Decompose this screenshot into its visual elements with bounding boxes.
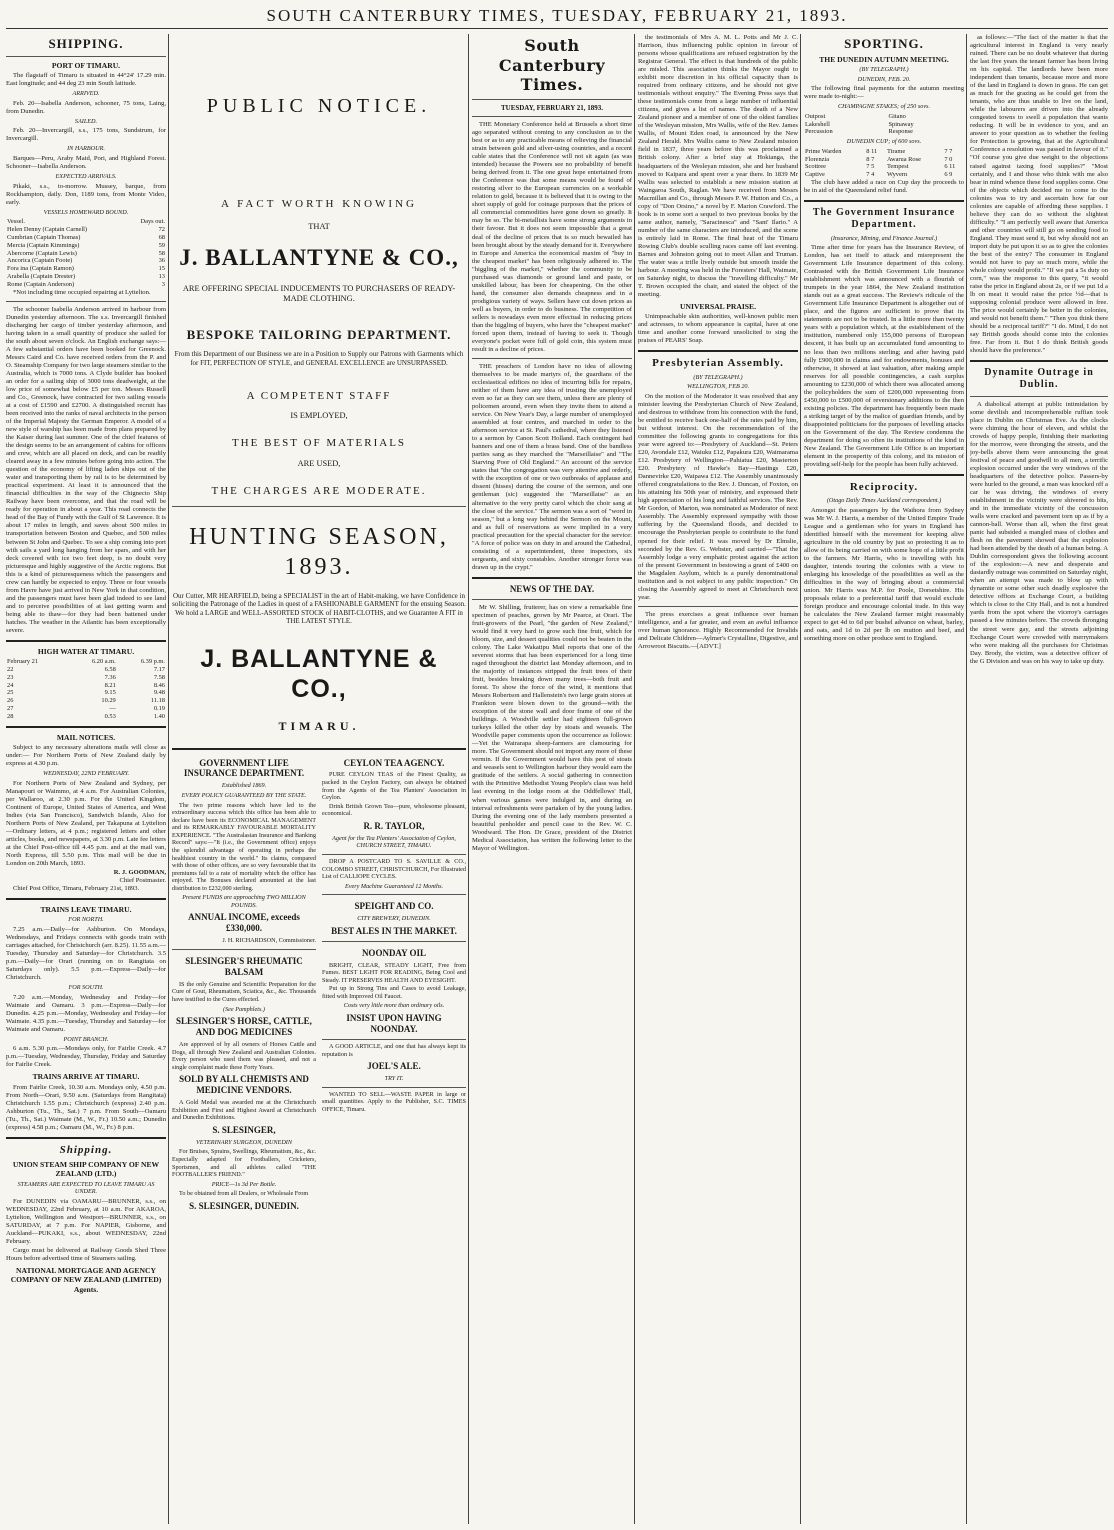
cup-note: The club have added a race on Cup day the proceeds to be in aid of the Queensland relief fund. bbox=[804, 179, 964, 195]
vessel-row-cell: Fora ina (Captain Ramon) bbox=[7, 265, 74, 273]
vessel-row-cell: 36 bbox=[158, 257, 165, 265]
competent-staff: A COMPETENT STAFF bbox=[246, 389, 392, 402]
high-water-table bbox=[6, 658, 166, 721]
gov-guarantee: EVERY POLICY GUARANTEED BY THE STATE. bbox=[181, 792, 307, 800]
cup-row-cell: Tirame bbox=[886, 147, 906, 155]
steam-heading: Shipping. bbox=[59, 1143, 113, 1156]
noonday-pack: Put up in Strong Tins and Cases to avoid Leakage, fitted with Improved Oil Faucet. bbox=[322, 985, 466, 1000]
cup-row-cell: Captive bbox=[805, 171, 825, 179]
mail-wed: WEDNESDAY, 22ND FEBRUARY. bbox=[42, 769, 130, 777]
champagne-row-cell: Outpost bbox=[805, 112, 826, 120]
champagne-row bbox=[804, 121, 964, 129]
column-sporting bbox=[804, 34, 964, 1524]
firm-name: J. BALLANTYNE & CO., bbox=[179, 245, 459, 271]
high-water-row-cell: 23 bbox=[7, 673, 14, 681]
nameplate: South Canterbury Times. bbox=[498, 36, 606, 95]
vessel-row-cell: Ancorica (Captain Foote) bbox=[7, 257, 73, 265]
steam-company: UNION STEAM SHIP COMPANY OF NEW ZEALAND (LTD.) bbox=[12, 1160, 160, 1179]
high-water-row bbox=[6, 705, 166, 713]
speight-sub: CITY BREWERY, DUNEDIN. bbox=[357, 915, 431, 923]
presby-heading: Presbyterian Assembly. bbox=[652, 357, 784, 370]
trains-point-text: 6 a.m. 5.30 p.m.—Mondays only, for Fairlie Creek. 4.7 p.m.—Tuesday, Wednesday, Thursday, Friday and Saturday for Fairlie Creek. bbox=[6, 1045, 166, 1069]
masthead: SOUTH CANTERBURY TIMES, TUESDAY, FEBRUARY 21, 1893. bbox=[266, 6, 848, 25]
box-divider bbox=[322, 941, 466, 945]
trains-point: POINT BRANCH. bbox=[63, 1035, 109, 1043]
joels-text: A GOOD ARTICLE, and one that has always kept its reputation is bbox=[322, 1042, 466, 1058]
dynamite-text: A diabolical attempt at public intimidation by some devilish and incomprehensible ruffian took place in Dublin on Christmas Eve. As the clocks were chiming the hour of eleven, and whilst the crowds of happy people, finishing their marketing for the morrow, were thronging the streets, and the joy-bells above them were announcing the great festival of peace and goodwill to all men, a terrific explosion occurred under the very windows of the headquarters of the detective police. Passers-by were hurled to the ground, a man was knocked off a car he was driving, the windows of every establishment in the vicinity were shivered to bits, and in the immediate vicinity of the concussion walls were cracked and pavement torn up as if by a cannon-ball. Worse than all, when the first great panic had subsided a mangled mass of clothes and flesh on the pavement showed that the explosion had been attended by the death of a human being. A Dublin correspondent gives the following account of the explosion:—A new and desperate and dastardly outrage was committed on Saturday night, when an attempt was made to blow up with dynamite or some other such deadly explosive the detective offices at Exchange Court, a building which is close to the City Hall, and is not a hundred yards from the spot where the viceroy's carriages passed a few minutes before. The crowds thronging the street were gay, and the streets adjoining Exchange Court were crowded with merrymakers who were making all the purchases for Christmas Day. Brody, the victim, was a detective officer of the G Division and was on his way to take up duty. bbox=[970, 400, 1108, 665]
port-heading: PORT OF TIMARU. bbox=[51, 60, 121, 70]
high-water-row-cell: 1.40 bbox=[153, 712, 165, 720]
cup-row-cell: Scottree bbox=[805, 163, 826, 171]
high-water-row-cell: — bbox=[109, 705, 116, 713]
notice-title: PUBLIC NOTICE. bbox=[206, 95, 432, 117]
vessel-row bbox=[6, 265, 166, 273]
obtain: To be obtained from all Dealers, or Wholesale From bbox=[179, 1190, 309, 1198]
column-advertisements bbox=[172, 34, 466, 1524]
divider bbox=[804, 200, 964, 202]
sporting-telegraph: (BY TELEGRAPH.) bbox=[859, 66, 909, 74]
divider bbox=[970, 396, 1108, 397]
noonday-text: BRIGHT, CLEAR, STEADY LIGHT, Free from Fumes. BEST LIGHT FOR READING, Being Cool and Steady. IT PRESERVES HEALTH AND EYESIGHT. bbox=[322, 961, 466, 984]
high-water-heading: HIGH WATER AT TIMARU. bbox=[37, 646, 135, 656]
vessel-row-cell: 68 bbox=[158, 233, 165, 241]
high-water-row-cell: 6.20 a.m. bbox=[91, 658, 116, 666]
shipping-heading: SHIPPING. bbox=[48, 36, 124, 51]
news-text: Mr W. Shilling, fruiterer, has on view a remarkable fine specimen of peaches, grown by Mr Pearce, at Orari. The fruit-growers of the Pearl, "the garden of New Zealand," would find it very hard to grow such fine fruit, which for bloom, size, and dessert qualities could not be beaten in the colony. The Lake Wakatipu Mail reports that one of the severest storms that has been experienced for a long time raged throughout the district last Monday afternoon, and in the majority of instances stripped the fruit trees of their fruit, besides breaking down many trees—both fruit and forest. To show the force of the wind, it mentions that Messrs Robertson and Hallenstein's two large grain stores at Frankton were blown down to the ground—with the exception of the stone wall and door frame of one of the buildings. A Woodville settler had eighteen full-grown turkeys killed the other day by stoats and weasels. The Woodville paper comments upon the occurrence as follows:—Yet the Wairarapa sheep-farmers are clamouring for more. The Government should not import any more of these vermin. If the Government would have this pest of stoats and weasels sent to Wellington harbour they would earn the gratitude of the settlers. A social gathering in connection with the Primitive Methodist Young People's class was held last evening in the lodge room at the Oddfellows' Hall, when various games were indulged in, and during an interval refreshments were partaken of by the young ladies. During the evening one of the lady members presented a beautiful penholder and pencil case to the Rev. W. C. Woodward. The Hon. Dr Grace, president of the District Medical Association, has written the following letter to the Mayor of Wellington. bbox=[472, 603, 632, 852]
mail-heading: MAIL NOTICES. bbox=[56, 732, 116, 742]
gov-insurance-sub: (Insurance, Mining, and Finance Journal.) bbox=[830, 234, 938, 242]
high-water-row-cell: 22 bbox=[7, 665, 14, 673]
pamphlets: (See Pamphlets.) bbox=[223, 1005, 265, 1013]
bespoke-heading: BESPOKE TAILORING DEPARTMENT. bbox=[186, 326, 452, 342]
vessel-row-cell: 59 bbox=[158, 241, 165, 249]
charges-moderate: THE CHARGES ARE MODERATE. bbox=[211, 484, 427, 497]
divider bbox=[6, 56, 166, 57]
high-water-row bbox=[6, 682, 166, 690]
vet-title: VETERINARY SURGEON, DUNEDIN bbox=[196, 1138, 292, 1146]
vessel-row-cell: 13 bbox=[158, 272, 165, 280]
taylor-text: Agent for the Tea Planters' Association of Ceylon, CHURCH STREET, TIMARU. bbox=[332, 834, 456, 850]
vessel-row-cell: 58 bbox=[158, 249, 165, 257]
trains-north: FOR NORTH. bbox=[68, 916, 104, 924]
vessel-row bbox=[6, 226, 166, 234]
shipping-story: The schooner Isabella Anderson arrived in harbour from Dunedin yesterday afternoon. The s.s. Invercargill finished discharging her cargo of timber yesterday afternoon, and having taken in a small quantity of produce she sailed for the south about seven o'clock. An English exchange says:—A few substantial orders have been booked for Greenock. Messrs Caird and Co. have received orders from the P. and O. Steamship Company for two large steamers similar to the Australia, which is 7000 tons. A Clyde builder has booked an order for a sailing ship of 3000 tons deadweight, at the low price of somewhat below £5 per ton. Messrs Russell and Co., Greenock, have contracted for two sailing vessels at a cost of £1590 and £2700. A distinguished recruit has been received into the ranks of naval architects in the person of the Imperial Majesty the German Emperor. A model of a new style of warship has been made from plans prepared by the Kaiser during last summer. One of the chief features of the design seems to be an arrangement of cabins for officers and crew, which are all placed on deck, and can be readily cleared away in a few minutes before going into action. The question of the economy of lifting laden ships out of the water and transporting them by rail is to be determined by practical experiment. At least it is announced that the financial difficulties in the way of the Chignecto Ship Railway have been overcome, and that the road will be ready for operation in about a year. This road connects the head of the Bay of Fundy with the Gulf of St Lawrence. It is about 17 miles in length, and saves about 500 miles in transportation between Boston and Quebec, and 500 miles between St John and Quebec. To see a ship coming into port with sails a yard long hanging from her spars, and with her deck covered with ice two feet deep, is no doubt very picturesque and highly suggestive of the Arctic regions. But this is a kind of picturesqueness which the passengers and crew can hardly be expected to enjoy. Three or four vessels from Havre have just arrived in New York in that condition, and the passengers must have been glad indeed to see land and to perceive possibilities of at last getting warm and being able to thaw—for they had been battened under hatches. The weather in the Atlantic has been exceptionally severe. bbox=[6, 305, 166, 634]
high-water-row bbox=[6, 689, 166, 697]
vet-name: S. SLESINGER, bbox=[212, 1124, 276, 1135]
firm-name-2: J. BALLANTYNE & CO., bbox=[200, 644, 438, 704]
arrived-text: Feb. 20—Isabella Anderson, schooner, 75 tons, Laing, from Dunedin. bbox=[6, 99, 166, 115]
high-water-row-cell: 0.19 bbox=[153, 705, 165, 713]
vessel-row-cell: 72 bbox=[158, 226, 165, 234]
cup-row-cell: 7 0 bbox=[944, 155, 953, 163]
divider bbox=[6, 301, 166, 302]
divider bbox=[638, 606, 798, 607]
cup-row-cell: 6 9 bbox=[944, 171, 953, 179]
news-continued: the testimonials of Mrs A. M. L. Potts and Mr J. C. Harrison, thus influencing public opinion in favour of persons whose qualifications are refused registration by the Registrar General. The effect is that hundreds of the public are misled. This association thinks the Mayor ought to exhibit more discretion in his official capacity than is required from ordinary citizens, and he should not give testimonials without enquiry." The Evening Press says that these testimonials come from a large number of influential citizens, and gives a list of names. The death of a New Zealand pioneer and a member of one of the oldest families of the Wesleyan mission, Mrs Wallis, wife of the Rev. James Wallis, of Mount Eden road, is announced by the New Zealand Herald. Mrs Wallis came to New Zealand mission field in 1837, three years before this was proclaimed a British colony. After a brief stay at Hokianga, the headquarters of the Wesleyan mission, she and her husband moved to Kaipara and spent over a year there. In 1839 Mr Wallis was selected to establish a new mission station at Waingaroa South, Raglan. We have received from Messrs Macmillan and Co., through Messrs P. W. Hutton and Co., a copy of "Don Orsino," a novel by F. Marion Crawford. The book is in some sort a sequel to two previous books by the same author, namely, "Saracinesca" and "Sant' Ilario." A number of the same characters are introduced, and the scene is entirely laid in Rome. The final heat of the Timaru Rowing Club's double sculling races came off last evening. Barnes and Johnston going out to meet Allan and Truman. The water was a trifle lively outside but smooth inside the harbour. A meeting was held in the Foresters' Hall, Waimate, on Saturday night, to discuss the "travelling difficulty." Mr T. Brown occupied the chair, and stated the object of the meeting. bbox=[638, 34, 798, 298]
sailed-text: Feb. 20—Invercargill, s.s., 175 tons, Sundstrum, for Invercargill. bbox=[6, 127, 166, 143]
high-water-row-cell: 27 bbox=[7, 705, 14, 713]
masthead-rule bbox=[6, 28, 1108, 29]
employed: IS EMPLOYED, bbox=[290, 410, 348, 420]
column-shipping bbox=[6, 34, 166, 1524]
vessels-table bbox=[6, 218, 166, 288]
champagne-row-cell: Lakeshell bbox=[805, 120, 830, 128]
medal-text: A Gold Medal was awarded me at the Christchurch Exhibition and First and Highest Award at Christchurch and Dunedin Exhibitions. bbox=[172, 1099, 316, 1122]
cup-row-cell: Wyvern bbox=[886, 171, 908, 179]
taylor-name: R. R. TAYLOR, bbox=[363, 820, 425, 831]
reciprocity-sub: (Otago Daily Times Auckland correspondent.) bbox=[826, 497, 942, 505]
town: TIMARU. bbox=[278, 718, 360, 733]
universal-heading: UNIVERSAL PRAISE. bbox=[680, 302, 756, 312]
that-line: THAT bbox=[308, 221, 330, 231]
gov-insurance-heading: The Government Insurance Department. bbox=[812, 207, 956, 231]
best-materials: THE BEST OF MATERIALS bbox=[231, 437, 407, 450]
gov-commissioner: J. H. RICHARDSON, Commissioner. bbox=[222, 937, 316, 945]
cup-row-cell: Prime Warden bbox=[805, 147, 842, 155]
vessel-row-cell: Arabella (Captain Drester) bbox=[7, 272, 76, 280]
trains-south: FOR SOUTH. bbox=[68, 984, 104, 992]
port-intro: The flagstaff of Timaru is situated in 44°24' 17.29 min. East longitude; and 44 deg 23 min South latitude. bbox=[6, 72, 166, 88]
high-water-row bbox=[6, 658, 166, 666]
high-water-row-cell: 8.46 bbox=[153, 681, 165, 689]
used: ARE USED, bbox=[297, 458, 341, 468]
vet-foot: S. SLESINGER, DUNEDIN. bbox=[189, 1200, 299, 1211]
in-harbour-text: Barques—Peru, Araby Maid, Pori, and Highland Forest. Schooner—Isabella Anderson. bbox=[6, 154, 166, 171]
trains-north-text: 7.25 a.m.—Daily—for Ashburton. On Mondays, Wednesdays, and Fridays connects with goods train with carriages attached, for Christchurch (arr. 8.25). 11.55 a.m.—Tuesday, Thursday and Saturday—for Christchurch. 3.5 p.m.—Daily—for Orari (running on to Rangitata on Saturdays only). 5.5 p.m.—Express—Daily—for Christchurch. bbox=[6, 925, 166, 981]
press-text: The press exercises a great influence over human intelligence, and a far greater, and even an awful influence over human ignorance. Highly Recommended for Invalids and Delicate Children—Aylmer's Crystalline, Digestive, and Arrowroot Biscuits.—[ADVT.] bbox=[638, 610, 798, 650]
high-water-row-cell: February 21 bbox=[7, 658, 39, 666]
divider bbox=[472, 599, 632, 600]
high-water-row bbox=[6, 713, 166, 721]
in-harbour-heading: IN HARBOUR. bbox=[67, 145, 105, 153]
column-foreign bbox=[970, 34, 1108, 1524]
ad-right bbox=[322, 755, 466, 1215]
vessel-row bbox=[6, 257, 166, 265]
try-it: TRY IT. bbox=[384, 1075, 404, 1083]
reciprocity-continued: as follows:—"The fact of the matter is that the agricultural interest in England is very nearly ruined. There can be no doubt whatever that during the last five years the tenant farmer has been living on his capital. The landlords have been more independent than tenants, because more and more of the land in England is down in grass. He can get as much for the grazing as he could get from the tenants, who are thus unable to live on the land, while the labourers are driven into the already congested towns to swell a population that wants reducing. It will be in evidence to you, and an answer to your question as to whether the feeling for Protection is growing, that at the Agricultural Conference a resolution was passed in favour of it." "Of course you give due weight to the objections raised against taxing food supplies?" "Most certainly, and I and those who think with me also bear in mind whence these food supplies come. One of the objects which decided me to come to the colonies was to try and ascertain how far our colonies are capable of affording these supplies. I believe they can do so without the slightest difficulty." "I am perfectly well aware that America and other countries will still go on sending food to England. They must send it, but why should not an import duty be put upon it so as to give the colonies the best of the entry? The consumer in England would not have to pay so much more, while the whole colony would profit." "If we put a 5s duty on corn," was the response to this query, "it would raise the price in England about 2s, or if we put 1d a lb on meat it would raise the price ½d—that is supposing colonial produce were allowed in free. The price would certainly be better in the colonies, and would not benefit them." "Then you think there should be a reciprocal tariff?" "I do. Mind, I do not say British goods should come into the colonies free. Far from it. But I do think British goods should have the preference." bbox=[970, 34, 1108, 355]
trains-arrive-text: From Fairlie Creek, 10.30 a.m. Mondays only, 4.50 p.m. From North—Orari, 9.50 a.m. (Saturdays from Rangitata) Christchurch 1.55 p.m.; Christchurch (express) 2.40 p.m. Ashburton (Tu., Th., Sat.) 7 p.m. From South—Oamaru (Tu., Th., Sat.) Waimate (M., W., Fr.) 10.50 a.m.; Dunedin (express) 4.58 p.m.; Oamaru (M., W., Fr.) 8 p.m. bbox=[6, 1083, 166, 1131]
dynamite-heading: Dynamite Outrage in Dublin. bbox=[984, 367, 1094, 391]
high-water-row-cell: 9.48 bbox=[153, 689, 165, 697]
divider bbox=[172, 506, 466, 507]
champagne-table bbox=[804, 113, 964, 136]
dunedin-cup: DUNEDIN CUP; of 600 sovs. bbox=[846, 138, 922, 146]
slesinger-text: IS the only Genuine and Scientific Preparation for the Cure of Gout, Rheumatism, Sciatica, &c., &c. Thousands have testified to the Cures effected. bbox=[172, 980, 316, 1004]
divider bbox=[472, 358, 632, 359]
vessel-row bbox=[6, 281, 166, 289]
ad-split bbox=[172, 755, 466, 1215]
champagne-row-cell: Gitano bbox=[888, 112, 906, 120]
high-water-row-cell: 9.15 bbox=[104, 689, 116, 697]
joels: JOEL'S ALE. bbox=[367, 1061, 421, 1072]
cup-row-cell: 7 5 bbox=[866, 163, 875, 171]
high-water-row-cell: 11.18 bbox=[150, 697, 165, 705]
box-divider bbox=[322, 894, 466, 898]
postmaster-name: R. J. GOODMAN, bbox=[113, 868, 166, 876]
vet-text: For Bruises, Sprains, Swellings, Rheumatism, &c., &c. Especially adapted for Footballers, Cricketers, Sportsmen, and all athletes called "THE FOOTBALLER'S FRIEND." bbox=[172, 1148, 316, 1179]
vessels-note: *Not including time occupied repairing at Lyttelton. bbox=[13, 288, 151, 296]
column-rule bbox=[634, 34, 635, 1524]
divider bbox=[6, 640, 166, 642]
high-water-row-cell: 6.39 p.m. bbox=[140, 658, 165, 666]
vessel-row bbox=[6, 250, 166, 258]
gov-est: Established 1869. bbox=[221, 782, 267, 790]
trains-south-text: 7.20 a.m.—Monday, Wednesday and Friday—for Waimate and Oamaru. 3 p.m.—Express—Daily—for Dunedin. 4.25 p.m.—Monday, Wednesday and Friday—for Waimate. 4.35 p.m.—Tuesday, Thursday and Saturday—for Waimate and Oamaru. bbox=[6, 993, 166, 1033]
bespoke-text: From this Department of our Business we are in a Position to Supply our Patrons with Garments which for FIT, PERFECTION OF STYLE, and GENERAL EXCELLENCE are UNSURPASSED. bbox=[174, 350, 464, 367]
sporting-dateline: DUNEDIN, FEB. 20. bbox=[857, 75, 911, 83]
champagne-stakes: CHAMPAGNE STAKES; of 250 sovs. bbox=[837, 103, 931, 111]
reciprocity-text: Amongst the passengers by the Waihora from Sydney was Mr W. J. Harris, a member of the United Empire Trade League and a gentleman who for years in England has identified himself with the movement for keeping alive agriculture in the old country by just so protecting it as to allow of its being carried on with some hope of a little profit to the farmers. Mr Harris, who is travelling with his daughter, intends touring the colonies with a view to enlarging his knowledge of the possibilities as well as the difficulties in the way of bringing about a commercial union. Mr Harris was M.P. for Poole, Dorsetshire. His proposals relate to a preferential tariff that would exclude foreign produce and encourage colonial trade. In this way he calculates the New Zealand farmer might reasonably expect to get 4d to 6d per bushel advance on wheat, barley, and oats, and 1d to 2d per lb on mutton and beef, and something more on other produce sent to England. bbox=[804, 506, 964, 643]
edition-date: TUESDAY, FEBRUARY 21, 1893. bbox=[500, 103, 604, 112]
vessel-col: Vessel. bbox=[7, 218, 25, 226]
cup-row-cell: 8 11 bbox=[866, 147, 878, 155]
agents: NATIONAL MORTGAGE AND AGENCY COMPANY OF NEW ZEALAND (LIMITED) Agents. bbox=[10, 1266, 162, 1294]
gov-insurance-text: Time after time for years has the Insurance Review, of London, has set itself to attack and misrepresent the Government Life Insurance department of this colony. Contrasted with the British Government Life Insurance establishment which was announced with a flourish of trumpets in the year 1864, the New Zealand institution stands out as a great success. The Review's ridicule of the Government Life Insurance Department is altogether out of place, and the figures are sufficient to prove that its statements are not to be trusted. In a little more than twenty years with a population which, at the establishment of the institution, numbered only 155,000 persons of European descent, it has built up an accumulated fund amounting to no less than two millions sterling; and after having paid fully £900,000 in claims and for endowments, bonuses and otherwise, it showed at last valuation, after making ample reserves for all possible contingencies, a cash surplus amounting to £230,000 of which there was allocated among the policyholders the sum of £200,000 representing from £450,000 to £500,000 of reversionary additions to the then existing policies. The department has frequently been made a striking target of by the malice of guardian friends, and by disappointed politicians for the purposes of levelling attacks on the Government of the day. The Review condemns the department for doing so often its institutions of the kind in New Zealand. The Government Life Office is an important element in the prosperity of this colony, and its mission of providing self-help for the people has been fully achieved. bbox=[804, 244, 964, 468]
vessel-row-cell: Abercorne (Captain Lewis) bbox=[7, 249, 77, 257]
reciprocity-heading: Reciprocity. bbox=[849, 480, 919, 493]
cup-row bbox=[804, 171, 964, 179]
high-water-row-cell: 10.29 bbox=[101, 697, 116, 705]
slesinger-heading: SLESINGER'S RHEUMATIC BALSAM bbox=[185, 955, 303, 977]
cup-row bbox=[804, 163, 964, 171]
postmaster-date: Chief Post Office, Timaru, February 21st, 1893. bbox=[13, 884, 140, 892]
high-water-row-cell: 0.53 bbox=[104, 712, 116, 720]
high-water-row-cell: 28 bbox=[7, 712, 14, 720]
presby-telegraph: (BY TELEGRAPH.) bbox=[693, 373, 743, 381]
vessel-row-cell: Rome (Captain Anderson) bbox=[7, 280, 75, 288]
vessel-row bbox=[6, 242, 166, 250]
divider bbox=[472, 577, 632, 579]
gov-heading: GOVERNMENT LIFE INSURANCE DEPARTMENT. bbox=[183, 757, 305, 779]
high-water-row bbox=[6, 697, 166, 705]
sporting-intro: The following final payments for the autumn meeting were made to-night:— bbox=[804, 85, 964, 101]
high-water-row-cell: 26 bbox=[7, 697, 14, 705]
sailed-heading: SAILED. bbox=[74, 117, 98, 125]
high-water-row bbox=[6, 674, 166, 682]
cup-table bbox=[804, 148, 964, 179]
offer-text: ARE OFFERING SPECIAL INDUCEMENTS TO PURCHASERS OF READY-MADE CLOTHING. bbox=[182, 284, 456, 304]
column-editorial bbox=[472, 34, 632, 1524]
savill-text: DROP A POSTCARD TO S. SAVILLE & CO., COLOMBO STREET, CHRISTCHURCH, For Illustrated List of CALLIOPE CYCLES. bbox=[322, 857, 466, 881]
high-water-row-cell: 25 bbox=[7, 689, 14, 697]
vessel-row-cell: 3 bbox=[161, 280, 165, 288]
sporting-heading: SPORTING. bbox=[844, 36, 924, 51]
steam-sub: STEAMERS ARE EXPECTED TO LEAVE TIMARU AS UNDER. bbox=[17, 1180, 155, 1196]
column-rule bbox=[468, 34, 469, 1524]
divider bbox=[804, 474, 964, 476]
champagne-row-cell: Spinaway bbox=[888, 120, 914, 128]
gov-income: ANNUAL INCOME, exceeds £330,000. bbox=[188, 912, 300, 934]
speight: SPEIGHT AND CO. bbox=[354, 901, 434, 912]
vessel-row-cell: Helen Denny (Captain Carnell) bbox=[7, 226, 88, 234]
cup-row-cell: Florenzia bbox=[805, 155, 830, 163]
gov-funds: Present FUNDS are approaching TWO MILLION POUNDS. bbox=[182, 894, 306, 909]
editorial-2: THE preachers of London have no idea of allowing themselves to be made martyrs of, the guardians of the ecclesiastical edifices no idea of incurring bills for repairs, neither of them have any idea of trusting the unemployed even so far as they can see them, unless there are plenty of policemen around, even when they invite them to attend a service. On New Year's Day, a large number of unemployed assembled at four centres, and marched in order to the afternoon service at St. Paul's cathedral, where they listened to a sermon by Canon Scott Holland. Each contingent had banners and one of them a brass band. One of the bandless parties sang as they marched the "Marseillaise" and "The Starving Poor of Old England." An account of the service states that "the congregation was very attentive and orderly, with the exception of one or two outbreaks of applause and dissent (hisses) during the course of the sermon, and one gentleman (sic) suggested the "Marseillaise" as an alternative to the very pretty carol which the choir sang at the close of the service." The sermon was a sort of "word in season," but a long way behind the Sermon on the Mount, and as full of reservations as were implied in a very practical precaution for the special character for the service: "A force of police was on duty in and around the Cathedral, consisting of a superintendent, three inspectors, six sergeants, and sixty constables. Another stronger force was drawn up in the crypt." bbox=[472, 362, 632, 571]
gov-text: The two prime reasons which have led to the extraordinary success which this office has been able to declare have been its ECONOMICAL MANAGEMENT and its REMARKABLY FAVOURABLE MORTALITY EXPERIENCE. "The Australasian Insurance and Banking Record" says:—"It (i.e., the Government office) enjoys the splendid advantage of operating in perhaps the healthiest country in the world." Its claims, compared with those of other offices, are so very favourable that its premiums fall to a rate of mortality which the office has enjoyed. The Bonuses declared amounted at the last distribution to £232,000 sterling. bbox=[172, 801, 316, 892]
editorial-1: THE Monetary Conference held at Brussels a short time ago separated without coming to any conclusion as to the best or as to any practicable means of relieving the financial strain between gold and silver-using countries, and a recent cable states that the Conference will not sit again (as was intended) because the Powers see no probability of benefit being derived from it. The one great hope entertained from the Conference was that some means would be found of restoring silver to the European currencies on a workable relation to gold, because it is believed that it is owing to the short supply of gold for coinage purposes that the prices of all commercial commodities have gone down so greatly. It may be so. The bi-metallists have some strong arguments in their favour. But it does not seem impossible that a great deal of the decline of prices that is so much bewailed has been brought about by the steady demand for it. Everywhere in Europe and America the economical maxim of "buy in the cheapest market" has been religiously adhered to. The "higgling of the market," whether the community to be purchased was diamonds or ground land and paste, or unskilled labour, has been for cheapening. On the other hand, the consumer also demands cheapness and in a prodigious variety of ways. Sellers have cut down prices as well as buyers, in order to do business. The competition of sellers is nowadays even more effectual in reducing prices than the higgling of buyers, who have the "cheapest market" forced upon them, instead of having to seek it. Though everyone's pocket were full of gold coin, this system must result in a decline of prices. bbox=[472, 121, 632, 353]
column-news bbox=[638, 34, 798, 1524]
steam-foot: Cargo must be delivered at Railway Goods Shed Three Hours before advertised time of Steamers sailing. bbox=[6, 1247, 166, 1263]
champagne-row bbox=[804, 128, 964, 136]
box-divider bbox=[172, 949, 316, 953]
news-heading: NEWS OF THE DAY. bbox=[509, 583, 595, 594]
cup-row-cell: Awarua Rose bbox=[886, 155, 921, 163]
cup-row-cell: 7 7 bbox=[944, 147, 953, 155]
high-water-row-cell: 7.17 bbox=[153, 665, 165, 673]
divider bbox=[970, 360, 1108, 362]
presby-text: On the motion of the Moderator it was resolved that any minister leaving the Presbyterian Church of New Zealand, and desirous to withdraw from his connection with the fund, be entitled to receive back one-half of the rates paid by him, but without interest. On the recommendation of the committee the following grants to congregations for this year were agreed to:—Presbytery of Auckland—St. Peters £20, Avondale £12, Waiuku £12, Papakura £20, Waimarama £12. Presbytery of Wellington—Pahiatua £20, Masterton £20. Presbytery of Hawke's Bay—Hastings £20, Dannevirke £20, Waipawa £12. The Assembly unanimously offered congratulations to the Rev. J. Duncan, of Foxton, on his attaining his 50th year of ministry, and expressed their high appreciation of his long and faithful services. The Rev. Mr Gordon, of Marton, was nominated as Moderator of next Assembly. The Assembly expressed sympathy with those suffering by the Queensland floods, and decided to encourage the Presbyterian people to contribute to the fund opened for their relief. It was moved by Dr Elmslie, seconded by the Rev. G. Webster, and carried—"That the Assembly lodge a very emphatic protest against the action of the present Government in bestowing a grant of £400 on the Magdalen Asylum, which is a purely denominational institution and is not subject to any public inspection." On closing the Assembly agreed to meet at Christchurch next year. bbox=[638, 392, 798, 601]
divider bbox=[6, 898, 166, 900]
hunting-season: HUNTING SEASON, 1893. bbox=[189, 524, 449, 580]
high-water-row-cell: 7.36 bbox=[104, 673, 116, 681]
fact-line: A FACT WORTH KNOWING bbox=[221, 198, 417, 211]
column-rule bbox=[800, 34, 801, 1524]
divider bbox=[6, 726, 166, 728]
noonday: NOONDAY OIL bbox=[361, 947, 427, 958]
expected-heading: EXPECTED ARRIVALS. bbox=[55, 173, 117, 181]
price: PRICE—1s 3d Per Bottle. bbox=[211, 1180, 277, 1188]
sporting-sub: THE DUNEDIN AUTUMN MEETING. bbox=[819, 54, 949, 64]
cup-row-cell: 6 11 bbox=[944, 163, 956, 171]
champagne-row bbox=[804, 113, 964, 121]
expected-text: Pikaki, s.s., to-morrow. Mussey, barque, from Rockhampton, daily. Don, 1189 tons, from Monte Video, early. bbox=[6, 182, 166, 206]
high-water-row bbox=[6, 666, 166, 674]
presby-dateline: WELLINGTON, FEB 20. bbox=[686, 383, 750, 391]
savill-foot: Every Machine Guaranteed 12 Months. bbox=[344, 882, 444, 890]
column-rule bbox=[168, 34, 169, 1524]
vessel-row bbox=[6, 234, 166, 242]
sold-by: SOLD BY ALL CHEMISTS AND MEDICINE VENDORS. bbox=[179, 1074, 309, 1096]
ceylon-heading: CEYLON TEA AGENCY. bbox=[343, 757, 445, 768]
wanted: WANTED TO SELL—WASTE PAPER in large or small quantities. Apply to the Publisher, S.C. TIMES OFFICE, Timaru. bbox=[322, 1090, 466, 1113]
mail-text: For Northern Ports of New Zealand and Sydney, per Manapouri or Waimmo, at 4 a.m. For Australian Colonies, per Wallaroo, at 2.30 p.m. For the United Kingdom, Continent of Europe, United States of America, and West Indies (via San Francisco), Sandwich Islands, Also for Northern Ports of New Zealand, per Takapuna at Lyttelton—Ordinary letters, at 4 p.m.; registered letters and other articles, books, and newspapers, at 3.30 p.m. Late fee letters at the Chief Post-office till 4.45 p.m. and at the mail van, North Express, till 5.50 p.m. This mail will be due in London on 20th March, 1893. bbox=[6, 779, 166, 867]
divider bbox=[472, 99, 632, 100]
arrived-heading: ARRIVED. bbox=[72, 90, 100, 98]
cup-row-cell: 7 4 bbox=[866, 171, 875, 179]
steam-text: For DUNEDIN via OAMARU—BRUNNER, s.s., on WEDNESDAY, 22nd February, at 10 a.m. For AKAROA, Lyttelton, Wellington and Westport—BRUNNER, s.s., on SATURDAY, at 7 p.m. For NAPIER, Gisborne, and Auckland—PUKAKI, s.s., about WEDNESDAY, 22nd February. bbox=[6, 1197, 166, 1246]
days-col: Days out. bbox=[140, 218, 165, 226]
high-water-row-cell: 8.21 bbox=[104, 681, 116, 689]
vessel-row bbox=[6, 273, 166, 281]
trains-arrive-heading: TRAINS ARRIVE AT TIMARU. bbox=[32, 1072, 140, 1082]
cup-row-cell: Tempest bbox=[886, 163, 909, 171]
vessel-row-cell: Cumbrian (Captain Thomas) bbox=[7, 233, 81, 241]
ad-left bbox=[172, 755, 316, 1215]
divider bbox=[172, 748, 466, 750]
postmaster-title: Chief Postmaster. bbox=[119, 876, 166, 884]
trains-heading: TRAINS LEAVE TIMARU. bbox=[40, 904, 132, 914]
mail-intro: Subject to any necessary alterations mails will close as under:— For Northern Ports of New Zealand daily by express at 4.30 p.m. bbox=[6, 743, 166, 767]
cup-row bbox=[804, 156, 964, 164]
cup-row bbox=[804, 148, 964, 156]
divider bbox=[638, 350, 798, 352]
noonday-cost: Costs very little more than ordinary oils. bbox=[343, 1002, 445, 1010]
universal-text: Unimpeachable skin authorities, well-known public men and actresses, to whom appearance is capital, have at one time and another come forward unsolicited to sing the praises of PEARS' Soap. bbox=[638, 313, 798, 345]
homeward-heading: VESSELS HOMEWARD BOUND. bbox=[43, 208, 129, 216]
horse-heading: SLESINGER'S HORSE, CATTLE, AND DOG MEDICINES bbox=[176, 1016, 312, 1038]
divider bbox=[6, 1137, 166, 1139]
ceylon-text: PURE CEYLON TEAS of the Finest Quality, as packed in the Ceylon Factory, can always be obtained from the Agents of the Tea Planters' Association in Ceylon. bbox=[322, 771, 466, 802]
hunting-text: Our Cutter, MR HEARFIELD, being a SPECIALIST in the art of Habit-making, we have Confidence in soliciting the Patronage of the Ladies in quest of a FASHIONABLE GARMENT for the ensuing Season. We hold a LARGE and WELL-ASSORTED STOCK of HABIT-CLOTHS, and we Guarantee A FIT in THE LATEST STYLE. bbox=[172, 591, 466, 626]
ceylon-drink: Drink British Grown Tea—pure, wholesome pleasant, economical. bbox=[322, 802, 466, 818]
champagne-row-cell: Response bbox=[888, 128, 913, 136]
vessel-row-cell: Mercia (Captain Kimmings) bbox=[7, 241, 80, 249]
best-ales: BEST ALES IN THE MARKET. bbox=[331, 925, 457, 936]
high-water-row-cell: 7.58 bbox=[153, 673, 165, 681]
high-water-row-cell: 6.58 bbox=[104, 665, 116, 673]
horse-text: Are approved of by all owners of Horses Cattle and Dogs, all through New Zealand and Australian Colonies. Every person who used them was pleased, and not a single complaint made these Forty Years. bbox=[172, 1041, 316, 1071]
champagne-row-cell: Percussion bbox=[805, 128, 833, 136]
vessel-row-cell: 15 bbox=[158, 265, 165, 273]
column-rule bbox=[966, 34, 967, 1524]
cup-row-cell: 8 7 bbox=[866, 155, 875, 163]
divider bbox=[472, 116, 632, 117]
high-water-row-cell: 24 bbox=[7, 681, 14, 689]
insist: INSIST UPON HAVING NOONDAY. bbox=[346, 1013, 442, 1035]
